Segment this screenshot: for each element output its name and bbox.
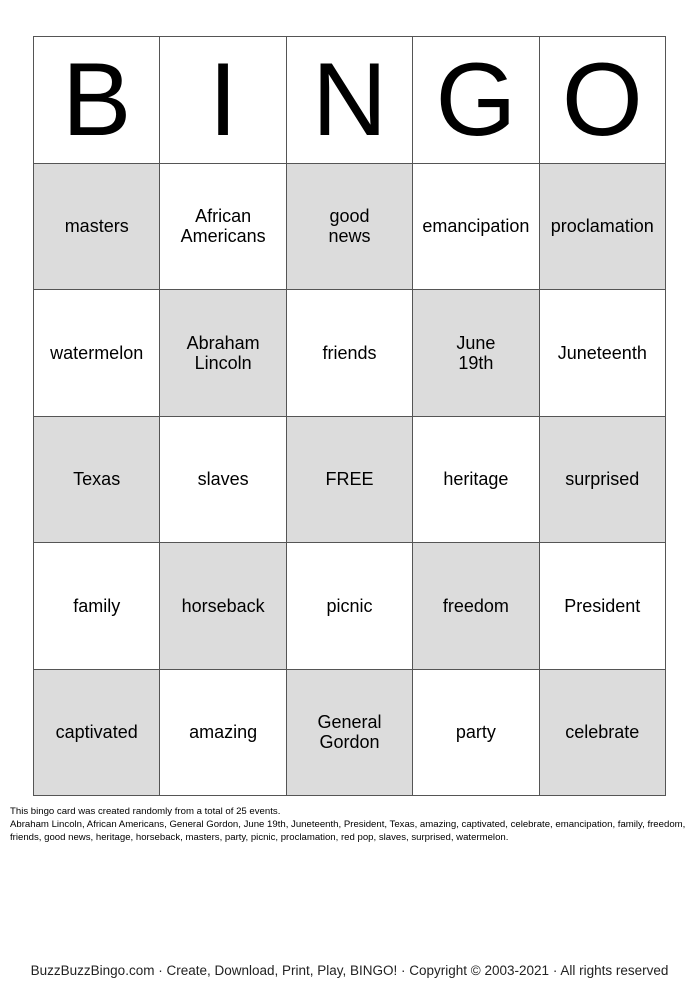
bingo-cell-r1-c4: emancipation xyxy=(413,164,539,291)
notes-summary: This bingo card was created randomly from a total of 25 events. xyxy=(10,806,281,817)
bingo-cell-r4-c2: horseback xyxy=(160,543,286,670)
notes-word-list: Abraham Lincoln, African Americans, General Gordon, June 19th, Juneteenth, President, Texas, amazing, captivated, celebrate, emancipation, family, freedom, friends, good news, heritage, horseback, masters, party, picnic, proclamation, red pop, slaves, surprised, watermelon. xyxy=(10,819,686,843)
bingo-cell-r5-c2: amazing xyxy=(160,670,286,797)
bingo-cell-r3-c1: Texas xyxy=(34,417,160,544)
bingo-cell-r4-c1: family xyxy=(34,543,160,670)
header-letter-i: I xyxy=(160,37,286,164)
card-notes xyxy=(10,805,690,844)
header-letter-o: O xyxy=(540,37,666,164)
bingo-cell-r5-c3: General Gordon xyxy=(287,670,413,797)
header-letter-b: B xyxy=(34,37,160,164)
bingo-cell-r5-c1: captivated xyxy=(34,670,160,797)
bingo-cell-r3-c2: slaves xyxy=(160,417,286,544)
bingo-cell-r4-c3: picnic xyxy=(287,543,413,670)
site-footer: BuzzBuzzBingo.com · Create, Download, Print, Play, BINGO! · Copyright © 2003-2021 · All rights reserved xyxy=(30,963,669,978)
bingo-cell-r1-c1: masters xyxy=(34,164,160,291)
bingo-cell-r1-c5: proclamation xyxy=(540,164,666,291)
header-letter-n: N xyxy=(287,37,413,164)
bingo-cell-r3-c5: surprised xyxy=(540,417,666,544)
bingo-cell-r5-c5: celebrate xyxy=(540,670,666,797)
bingo-cell-r1-c2: African Americans xyxy=(160,164,286,291)
bingo-cell-r2-c5: Juneteenth xyxy=(540,290,666,417)
bingo-cell-r2-c4: June 19th xyxy=(413,290,539,417)
header-letter-g: G xyxy=(413,37,539,164)
bingo-cell-r3-c3: FREE xyxy=(287,417,413,544)
bingo-cell-r1-c3: good news xyxy=(287,164,413,291)
bingo-cell-r2-c3: friends xyxy=(287,290,413,417)
bingo-cell-r4-c5: President xyxy=(540,543,666,670)
bingo-card xyxy=(33,36,666,796)
bingo-cell-r2-c2: Abraham Lincoln xyxy=(160,290,286,417)
bingo-cell-r5-c4: party xyxy=(413,670,539,797)
bingo-cell-r3-c4: heritage xyxy=(413,417,539,544)
bingo-cell-r2-c1: watermelon xyxy=(34,290,160,417)
bingo-cell-r4-c4: freedom xyxy=(413,543,539,670)
